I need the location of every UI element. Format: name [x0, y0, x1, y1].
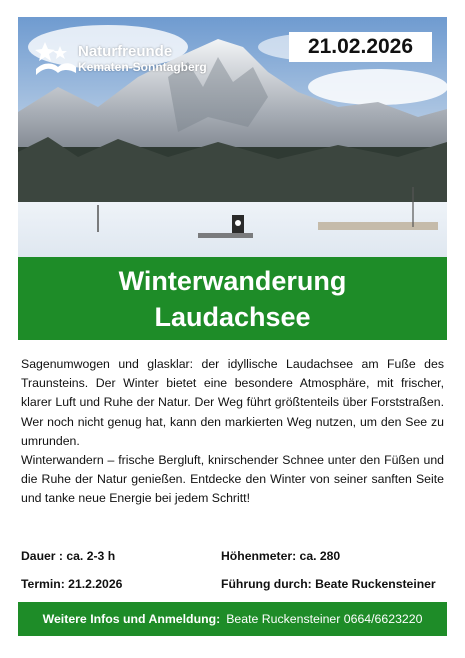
description-paragraph-2: Winterwandern – frische Bergluft, knirschender Schnee unter den Füßen und die Ruhe der Natur genießen. Entdecke den Winter von seiner sanften Seite und tanke neue Energie bei jedem Schritt!	[21, 453, 444, 506]
fact-row-1	[21, 542, 444, 570]
description-paragraph-1: Sagenumwogen und glasklar: der idyllische Laudachsee am Fuße des Traunsteins. Der Winter bietet eine besondere Atmosphäre, mit frischer, klarer Luft und Ruhe der Natur. Der Weg führt größtenteils über Forststraßen. Wer noch nicht genug hat, kann den markierten Weg nutzen, um den See zu umrunden.	[21, 357, 444, 448]
description	[21, 355, 444, 509]
hero-photo	[18, 17, 447, 257]
duration-fact: Dauer : ca. 2-3 h	[21, 549, 116, 563]
date-badge: 21.02.2026	[289, 32, 432, 62]
brand-logo	[34, 39, 207, 79]
naturfreunde-logo-icon	[34, 39, 78, 79]
guide-fact: Führung durch: Beate Ruckensteiner	[221, 577, 436, 591]
fact-row-2	[21, 570, 444, 598]
title-banner	[18, 257, 447, 340]
registration-banner	[18, 602, 447, 636]
registration-label: Weitere Infos und Anmeldung:	[42, 612, 221, 626]
event-facts	[21, 542, 444, 598]
title-line-1: Winterwanderung	[118, 265, 347, 296]
title-line-2: Laudachsee	[154, 301, 311, 332]
brand-name: Naturfreunde	[78, 43, 173, 61]
date-fact: Termin: 21.2.2026	[21, 577, 123, 591]
registration-contact: Beate Ruckensteiner 0664/6623220	[226, 612, 423, 626]
brand-location: Kematen-Sonntagberg	[78, 59, 207, 74]
elevation-fact: Höhenmeter: ca. 280	[221, 549, 341, 563]
